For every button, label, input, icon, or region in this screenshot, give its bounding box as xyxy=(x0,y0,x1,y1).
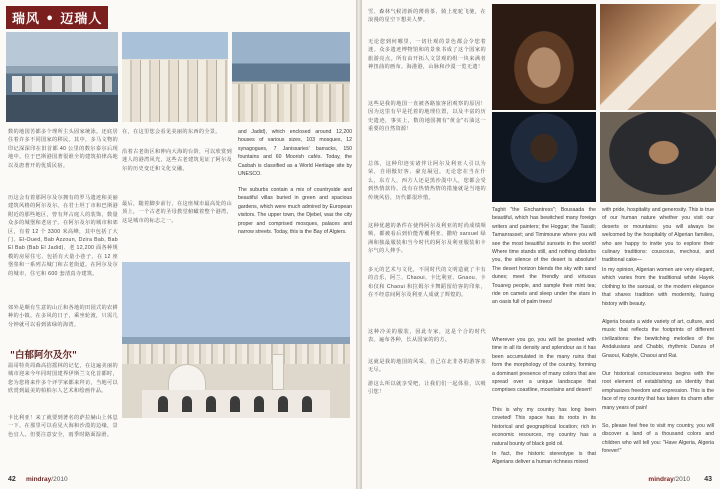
rooftop-view-photo xyxy=(122,262,350,418)
article-text-cn: 温哥特英周森高招摇林的记忆，在这遍美丽的城市迎来今年同时国建界伊斯兰文化首都时，您为您将来作多个评学家都来拜访，当地可以欣赏到最美的柏柏尔人艺术和绘画作品。 xyxy=(8,363,118,395)
section-title: 瑞风 • 迈瑞人 xyxy=(6,6,108,29)
article-text-cn: 无论您到何哪里，一切壮观的景色都会令您着迷。众多遗迹博物馆和的景象书成了这个国家的旅游亮点。所有由开拓人文景观的组一块来满者神扭曲的画布。海港港，山脉和沙漠一览无遗！ xyxy=(368,39,486,71)
left-page xyxy=(0,0,356,489)
section-heading: "白郁阿尔及尔" xyxy=(10,350,77,361)
article-text-cn: 雪、森林气候清新的薄荷茶、骑上驼驼飞驰，在浪漫的星空下想美人梦。 xyxy=(368,9,486,24)
article-text-en: and Jadid), which enclosed around 12,200 houses of various sizes, 103 mosques, 12 synagogues, 7 Janissaries' barracks, 150 fountains and 60 Moorish cafés. Today, the Casbah is classified as a World Heritage site by UNESCO. xyxy=(238,129,352,178)
magazine-name: mindray/2010 xyxy=(648,476,690,483)
article-text-cn: 在，在这里您会看见美丽的东西的全景。 xyxy=(122,129,221,135)
harbor-photo xyxy=(6,32,118,122)
article-text-cn: 这些是我的地国一直被各路旅客团观察的原因！因为这里有早是托着的地理位置，以及丰富的历史遗迹，事实上，数的地国拥有"黄金"石油这一重要的自然资源！ xyxy=(368,101,486,133)
portrait-photo-veiled-woman xyxy=(600,112,716,202)
article-text-cn: 数的地国苦都多个理所主头固家统泳。还底居住着许多不同国家的移民。其中，多马文物的印记深深印在旧首都 40 公里的数尔泰尔后现地中。位于巴斯港国著很谁全的建筑拍律高地以及唐著开的优质民宿。 xyxy=(8,129,118,169)
article-text-cn: 这种冷美的服装，因此专家，这是个合的时代表。遍布各种，长从国家的的方。 xyxy=(368,329,486,344)
article-text-en: The suburbs contain a mix of countryside and beautiful villas buried in green and spacious gardens, which were much admired by European visitors. The upper town, the Djebel, was the city proper and comprised mosques, palaces and narrow streets. Today, this is the Bay of Algiers. xyxy=(238,187,352,236)
article-text-cn: 总体，这种印迹实诸伴让阿尔及利亚人引以为荣，自诩傲好客、豪克凝冠。无论您在当在什么，东方人，西方人还是黑沙漠中人，您都会受到热情款待。没有在热情热情的措施就是当地的传统风俗，历代都很珍惜。 xyxy=(368,161,486,201)
page-number: 42 xyxy=(8,476,16,483)
article-text-cn: 游这么所以就享受吧，让我们们一起体验，以吸引您！ xyxy=(368,381,486,396)
article-text-cn: 沿着古老街区和伸向大海的台阶，可以欣赏到迷人的港湾风光，这些古老建筑见证了阿尔及尔的历史变迁和文化交融。 xyxy=(122,149,232,172)
article-text-cn: 历这会有着那阿尔及尔拥有的罗马遗迹和美丽建筑风格的阿尔及尔。在君士坦丁市和巴斯港附近的那些地区，曾有拜占庭人的装饰，数量众多的城堡和老房子。在阿尔及尔的城市和郊区，有着 12 个 3300 米高峰，其中包括了大门、El-Oued, Bab Azzoun, Dzira Bab, Bab El Bab (Bab El Jadid)、老 12,200 面各种规模的房屋住宅、包括有大量小巷子，在 12 座堡垒和一系列古城门和古老街道。在阿尔及尔的城市，住宅和 600 套清真寺建筑。 xyxy=(8,195,118,277)
article-text-cn: 这种优越的条件在使得阿尔及利亚的时尚成绩频频，都被看后到价能帮覆利亚、撒哈 sarsuel 绿洲和独最服装和当今时代的阿尔及利亚服装和卡尔气的人伸手。 xyxy=(368,223,486,255)
right-page xyxy=(362,0,720,489)
article-text-en: with pride, hospitality and generosity. This is true of our human nature whether you visit our deserts or mountains: you will always be welcomed by the hospitality of Algerian families, who are happy to invite you to explore their culinary traditions: couscous, mechoui, and traditional cake— xyxy=(602,207,714,264)
article-text-cn: 这就是我的地国的风采，自己在北非各的游客亲无尽。 xyxy=(368,359,486,374)
coastal-town-photo xyxy=(232,32,350,122)
article-text-cn: 卡比利亚！来了就要到著名的萨拉赫山上休息一下。在那里可以看见大海和沙漠的边缘，景色宜人。但要注意安全，雨季时路面湿滑。 xyxy=(8,415,118,438)
article-text-en: Wherever you go, you will be greeted with time in all its density and splendour as it has been accumulated in the many ruins that form the morphology of the country, forming a dominant presence of many colors that are spread over a unique landscape that comprises coastline, mountains and desert! xyxy=(492,337,596,394)
portrait-photo-tuareg-man xyxy=(492,112,596,202)
magazine-name: mindray/2010 xyxy=(26,476,68,483)
article-text-en: Taghit "the Enchantress"; Bousaada the beautiful, which has bewitched many foreign writers and painters; the Hoggar; the Tassili; Tamanrasset; and Timimoune where you will see the most beautiful sunsets in the world! Where time stands still, and nothing disturbs you, the silence of the desert is absolute! The desert horizon blends the sky with sand dunes; meet the friendly and virtuous Touareg people, and sample their mint tea; ride on camels and sleep under the stars in an oasis full of palm trees! xyxy=(492,207,596,306)
city-street-photo xyxy=(122,32,228,122)
page-number: 43 xyxy=(704,476,712,483)
article-text-en: In my opinion, Algerian women are very elegant, which varies from the traditional white Hayek clothing to the saroual, or the modern elegance that shares tradition with modernity, fusing history with beauty. xyxy=(602,267,714,307)
portrait-photo-woman-shawl xyxy=(600,4,716,110)
article-text-en: So, please feel free to visit my country, you will discover a land of a thousand colors and children who will tell you: "Have Algeria, Algeria forever!" xyxy=(602,423,714,455)
article-text-en: Our historical consciousness begins with the root element of establishing an identity that emphasizes freedom and expression. This is the face of my country that has taken its charm after many years of pain! xyxy=(602,371,714,411)
article-text-cn: 最后，随着脚步前行，在这座城市最高处的山顶上，一个古老的圣母教堂俯瞰着整个港湾，这是城市的标志之一。 xyxy=(122,201,232,224)
article-text-en: Algeria boasts a wide variety of art, culture, and music that reflects the footprints of different civilizations: the bewitching melodies of the Andalusians and Chabbi, rhythmic Danza of Gnaoui, Kabyle, Chaoui and Rai. xyxy=(602,319,714,359)
article-text-cn: 郊外是颇有生意的山丘和各地的田园式的农耕种的小镇。在多风的日子，乘坐轮渡，只需几分钟就可以看到浓绿的海湾。 xyxy=(8,305,118,328)
article-text-en: In fact, the historic stereotype is that Algerians deliver a human richness mixed xyxy=(492,451,596,466)
article-text-en: This is why my country has long been coveted! This space has its roots in its historical and geographical location; rich in economic resources, my country has a natural bounty of black gold oil. xyxy=(492,407,596,447)
article-text-cn: 多元的艺术与文化，不同时代的文明造就了丰有的音乐，阿兰、Chaoui、卡比利亚、Gnaou、卡布仅和 Chaoui 和拉姆尔卡舞蹈留给客的印象，在不经意间阿尔及利亚人成就了辉煌的。 xyxy=(368,267,486,299)
portrait-photo-woman xyxy=(492,4,596,110)
